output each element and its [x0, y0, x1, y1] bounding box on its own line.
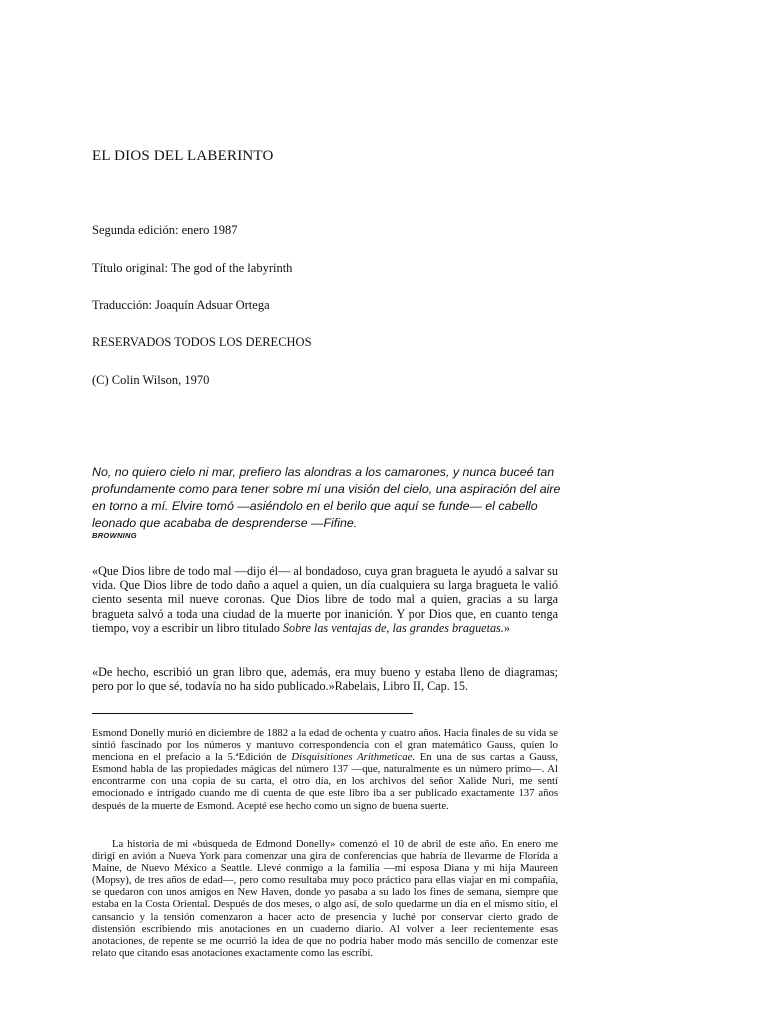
paragraph-1-text-a: Esmond Donelly murió en diciembre de 1882 a la edad de ochenta y cuatro años. Hacia finales de su vida se sintió fascinado por los números y mantuvo correspondencia con el gran matemático Gauss, quien lo menciona en el prefacio a la 5.ªEdición de [92, 727, 558, 764]
paragraph-1-text-b: . En una de sus cartas a Gauss, Esmond habla de las propiedades mágicas del número 137 —que, naturalmente es un número primo—. Al encontrarme con una copia de su carta, el otro día, en los archivos del señor Xalide Nuri, me sentí emocionado e intrigado cuando me di cuenta de que este libro iba a ser publicado exactamente 137 años después de la muerte de Esmond. Acepté ese hecho como un signo de buena suerte. [92, 751, 558, 812]
rabelais-quote-text: «Que Dios libre de todo mal —dijo él— al bondadoso, cuya gran bragueta le ayudó a salvar su vida. Que Dios libre de todo daño a aquel a quien, un día cualquiera su larga bragueta le valió ciento sesenta mil nueve coronas. Que Dios libre de todo mal a quien, gracias a su larga bragueta salvó a toda una ciudad de la muerte por inanición. Y por Dios que, en cuanto tenga tiempo, voy a escribir un libro titulado [92, 564, 558, 635]
rabelais-quote-italic: Sobre las ventajas de, las grandes braguetas. [282, 620, 504, 635]
epigraph-author: BROWNING [92, 531, 137, 540]
rabelais-citation: «De hecho, escribió un gran libro que, además, era muy bueno y estaba lleno de diagramas; pero por lo que sé, todavía no ha sido publicado.»Rabelais, Libro II, Cap. 15. [92, 665, 558, 694]
copyright-line: (C) Colin Wilson, 1970 [92, 373, 210, 387]
original-title-line: Título original: The god of the labyrinth [92, 261, 293, 275]
translation-line: Traducción: Joaquín Adsuar Ortega [92, 298, 270, 312]
rabelais-quote-end: » [503, 620, 510, 635]
book-title: EL DIOS DEL LABERINTO [92, 148, 274, 164]
paragraph-1-italic: Disquisitiones Arithmeticae [291, 751, 413, 764]
edition-line: Segunda edición: enero 1987 [92, 223, 238, 237]
paragraph-2: La historia de mi «búsqueda de Edmond Donelly» comenzó el 10 de abril de este año. En enero me dirigí en avión a Nueva York para comenzar una gira de conferencias que habría de llevarme de Florida a Maine, de Nuevo México a Seattle. Llevé conmigo a la familia —mi esposa Diana y mi hija Maureen (Mopsy), de tres años de edad—, pero como resultaba muy poco práctico para ellas viajar en mi compañía, se quedaron con unos amigos en New Haven, donde yo pasaba a su lado los fines de semana, siempre que estaba en la Costa Oriental. Después de dos meses, o algo así, de solo quedarme un día en el mismo sitio, el cansancio y la tensión comenzaron a hacer acto de presencia y luché por conservar cierto grado de distensión escribiendo mis anotaciones en un cuaderno diario. Al volver a leer recientemente esas anotaciones, de repente se me ocurrió la idea de que no podría haber modo más sencillo de comenzar este relato que citando esas anotaciones exactamente como las escribí. [92, 838, 558, 959]
paragraph-1 [92, 727, 558, 812]
rights-line: RESERVADOS TODOS LOS DERECHOS [92, 335, 312, 349]
epigraph-text: No, no quiero cielo ni mar, prefiero las alondras a los camarones, y nunca buceé tan profundamente como para tener sobre mí una visión del cielo, una aspiración del aire en torno a mí. Elvire tomó —asiéndolo en el berilo que aquí se funde— el cabello leonado que acababa de desprenderse —Fifine. [92, 465, 561, 530]
rabelais-quote [92, 564, 558, 635]
separator-rule [92, 713, 413, 714]
